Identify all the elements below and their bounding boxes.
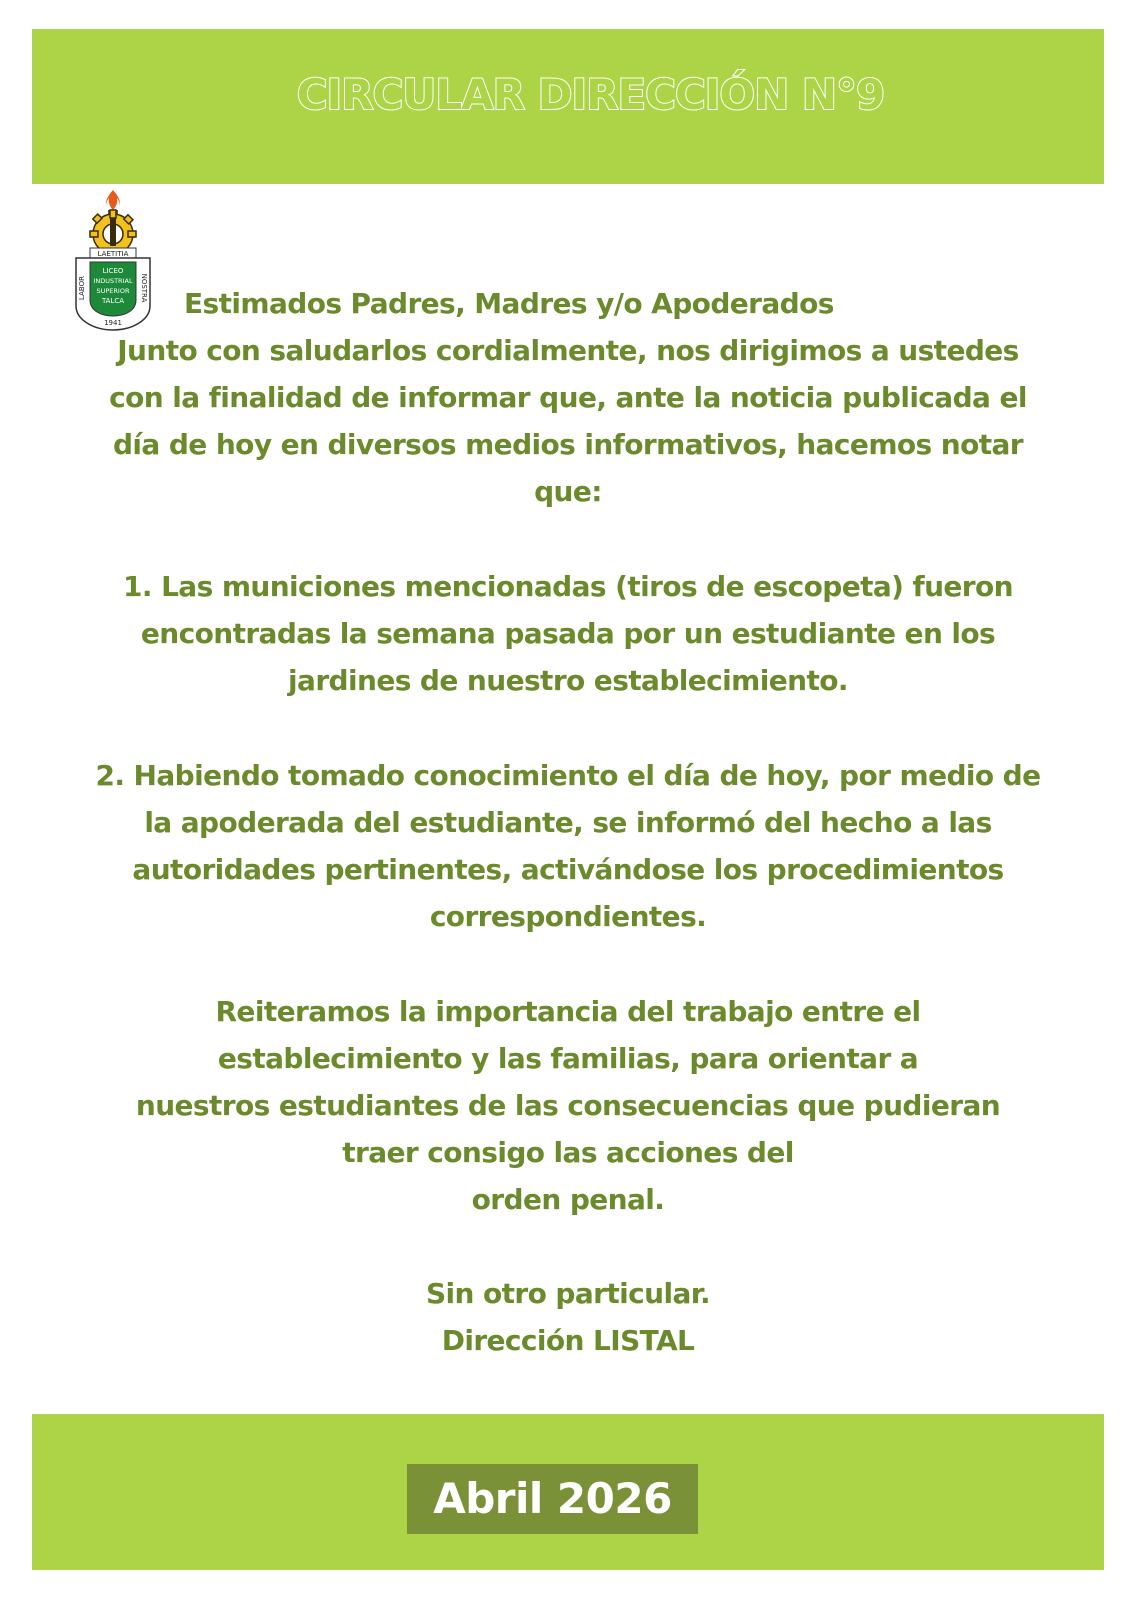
crest-year: 1941: [104, 319, 122, 327]
greeting: Estimados Padres, Madres y/o Apoderados: [184, 287, 834, 320]
closing-line: orden penal.: [471, 1183, 665, 1216]
closing-line: nuestros estudiantes de las consecuencias que pudieran: [135, 1089, 1001, 1122]
crest-shield-line-2: INDUSTRIAL: [93, 277, 133, 285]
point-2-paragraph: [36, 752, 1100, 940]
crest-shield-line-3: SUPERIOR: [96, 287, 130, 295]
crest-shield-line-4: TALCA: [101, 297, 125, 305]
intro-line: Junto con saludarlos cordialmente, nos dirigimos a ustedes: [117, 334, 1019, 367]
intro-line: día de hoy en diversos medios informativos, hacemos notar: [112, 428, 1024, 461]
intro-line: con la finalidad de informar que, ante la noticia publicada el: [109, 381, 1027, 414]
circular-title: CIRCULAR DIRECCIÓN N°9: [296, 70, 885, 119]
signoff-line: Sin otro particular.: [425, 1277, 711, 1310]
closing-paragraph: [36, 988, 1100, 1223]
point-1-line: 1. Las municiones mencionadas (tiros de escopeta) fueron: [123, 570, 1013, 603]
torch-flame-icon: [106, 190, 120, 210]
closing-line: Reiteramos la importancia del trabajo entre el: [215, 995, 921, 1028]
point-2-line: autoridades pertinentes, activándose los procedimientos: [132, 853, 1004, 886]
crest-right-banner: NOSTRA: [140, 273, 148, 303]
point-2-line: correspondientes.: [429, 900, 707, 933]
crest-top-banner: LAETITIA: [97, 250, 129, 258]
point-1-line: jardines de nuestro establecimiento.: [288, 664, 848, 697]
crest-shield-line-1: LICEO: [102, 267, 124, 275]
point-2-line: la apoderada del estudiante, se informó del hecho a las: [144, 806, 992, 839]
point-1-paragraph: [36, 563, 1100, 704]
intro-line: que:: [534, 475, 602, 508]
signoff-block: [36, 1270, 1100, 1364]
closing-line: establecimiento y las familias, para orientar a: [217, 1042, 919, 1075]
point-1-line: encontradas la semana pasada por un estudiante en los: [140, 617, 996, 650]
signature-line: Dirección LISTAL: [441, 1324, 695, 1357]
closing-line: traer consigo las acciones del: [342, 1136, 794, 1169]
point-2-line: 2. Habiendo tomado conocimiento el día de hoy, por medio de: [95, 759, 1041, 792]
crest-left-banner: LABOR: [78, 276, 86, 300]
intro-paragraph: [36, 327, 1100, 515]
date-badge: Abril 2026: [407, 1464, 698, 1534]
school-crest-logo: [70, 188, 156, 334]
